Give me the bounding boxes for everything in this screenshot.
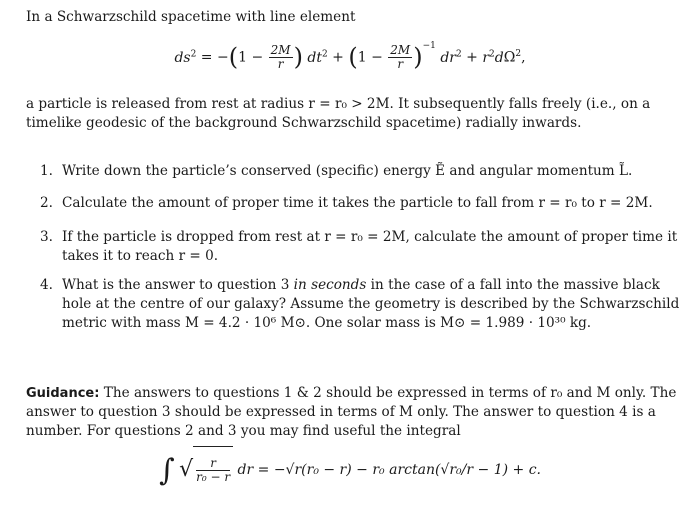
question-3: 3. If the particle is dropped from rest at r = r₀ = 2M, calculate the amount of proper time it takes it to reach r = 0.: [40, 229, 678, 264]
question-4: 4. What is the answer to question 3 in seconds in the case of a fall into the massive black hole at the centre of our galaxy? Assume the geometry is described by the Schwarzschild metric with mass M = 4.2 · 10⁶ M⊙. One solar mass is M⊙ = 1.989 · 10³⁰ kg.: [40, 277, 680, 331]
question-1: 1. Write down the particle’s conserved (specific) energy Ẽ and angular momentum L̃.: [40, 163, 633, 179]
question-2: 2. Calculate the amount of proper time it takes the particle to fall from r = r₀ to r = 2M.: [40, 195, 653, 211]
paragraph-release: a particle is released from rest at radius r = r₀ > 2M. It subsequently falls freely (i.e., on a timelike geodesic of the background Schwarzschild spacetime) radially inwards.: [26, 96, 651, 131]
guidance-label: Guidance:: [26, 386, 100, 401]
intro-text: In a Schwarzschild spacetime with line element: [26, 9, 356, 25]
metric-equation: $ds^2 = -(1$ − $\frac{2M}{r}$ ) $dt^2 + (1$ − $\frac{2M}{r}$ )$^{-1}$ $dr^2 + r^2d\Omega^2$,: [174, 41, 526, 72]
integral-equation: ∫ √ $\frac{r}{\text{r₀ − r}}$ dr = −√r(r₀ − r) − r₀ arctan(√r₀/r − 1) + c.: [0, 446, 700, 492]
in-seconds-emphasis: in seconds: [293, 277, 367, 293]
guidance-paragraph: Guidance: The answers to questions 1 & 2 should be expressed in terms of r₀ and M only. The answer to question 3 should be expressed in terms of M only. The answer to question 4 is a number. For questions 2 and 3 you may find useful the integral: [26, 385, 677, 439]
